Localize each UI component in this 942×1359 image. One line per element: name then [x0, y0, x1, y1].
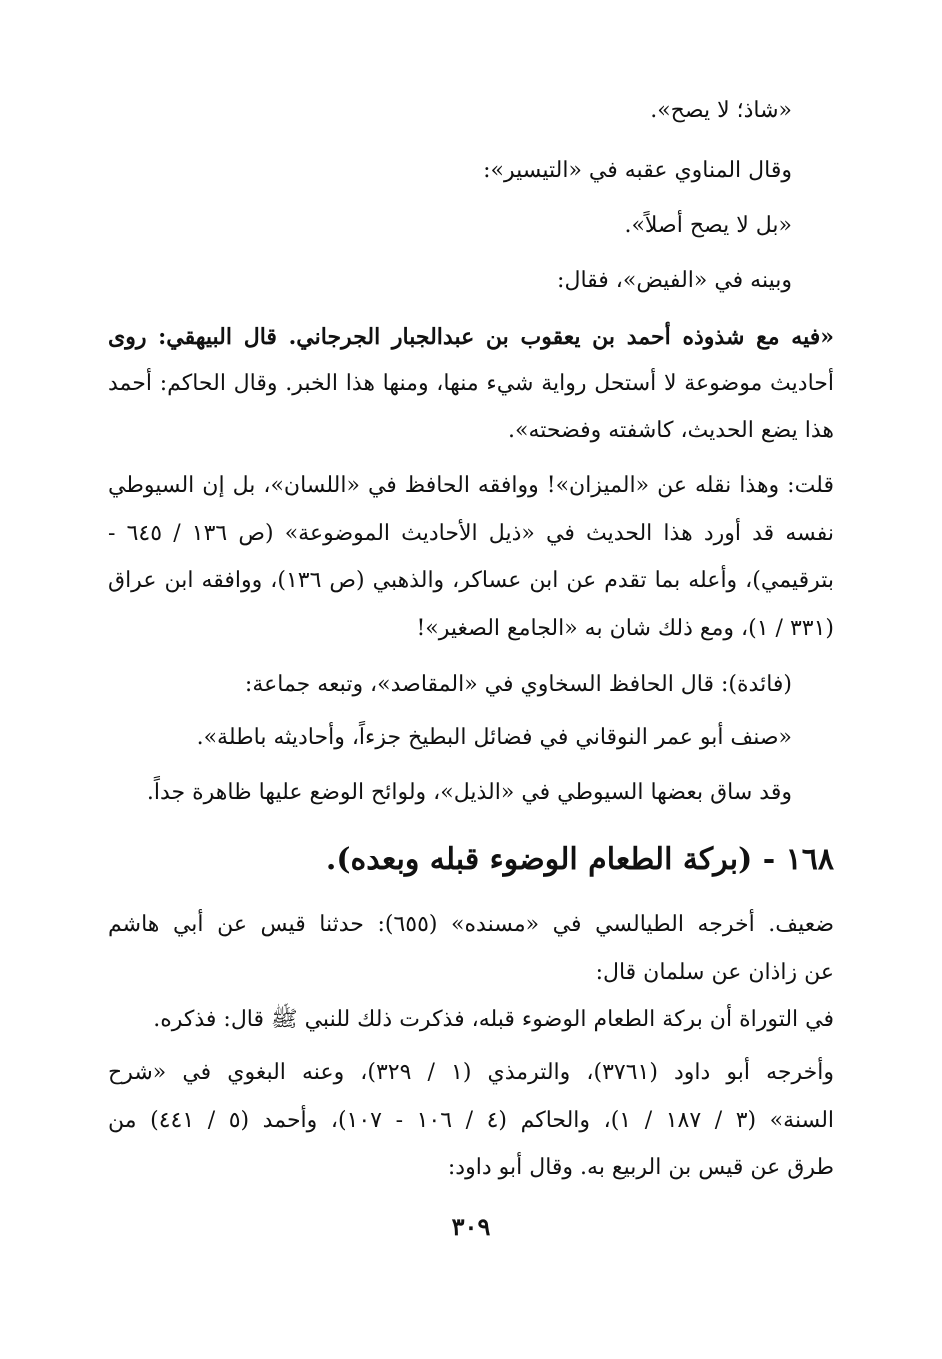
text-line: السنة» (٣ / ١٨٧ / ١)، والحاكم (٤ / ١٠٦ - ١٠٧)، وأحمد (٥ / ٤٤١) من [108, 1108, 835, 1133]
text-line: وأخرجه أبو داود (٣٧٦١)، والترمذي (١ / ٣٢٩)، وعنه البغوي في «شرح [108, 1060, 834, 1085]
note-line: «صنف أبو عمر النوقاني في فضائل البطيخ جزءاً، وأحاديثه باطلة». [196, 725, 792, 750]
text-line: طرق عن قيس بن الربيع به. وقال أبو داود: [447, 1155, 834, 1180]
note-line: (فائدة): قال الحافظ السخاوي في «المقاصد»، وتبعه جماعة: [244, 672, 792, 697]
text-line: وقال المناوي عقبه في «التيسير»: [483, 158, 792, 183]
text-line: في التوراة أن بركة الطعام الوضوء قبله، فذكرت ذلك للنبي ﷺ قال: فذكره. [153, 1007, 834, 1032]
quote-line: «فيه مع شذوذه أحمد بن يعقوب بن عبدالجبار الجرجاني. قال البيهقي: روى [108, 324, 834, 350]
text-line: عن زاذان عن سلمان قال: [595, 960, 834, 985]
text-line: «بل لا يصح أصلاً». [624, 213, 792, 238]
text-line: وبينه في «الفيض»، فقال: [557, 268, 792, 293]
text-line: بترقيمي)، وأعله بما تقدم عن ابن عساكر، والذهبي (ص ١٣٦)، ووافقه ابن عراق [108, 568, 834, 593]
text-line: «شاذ؛ لا يصح». [650, 98, 792, 123]
text-line: (٣٣١ / ١)، ومع ذلك شان به «الجامع الصغير»! [416, 616, 834, 641]
text-line: نفسه قد أورد هذا الحديث في «ذيل الأحاديث الموضوعة» (ص ١٣٦ / ٦٤٥ - [108, 521, 835, 546]
quote-line: هذا يضع الحديث، كاشفته وفضحته». [507, 418, 834, 443]
quote-line: أحاديث موضوعة لا أستحل رواية شيء منها، ومنها هذا الخبر. وقال الحاكم: أحمد [108, 371, 834, 396]
text-line: ضعيف. أخرجه الطيالسي في «مسنده» (٦٥٥): حدثنا قيس عن أبي هاشم [108, 912, 835, 937]
hadith-heading: ١٦٨ - (بركة الطعام الوضوء قبله وبعده). [325, 842, 834, 877]
note-line: وقد ساق بعضها السيوطي في «الذيل»، ولوائح الوضع عليها ظاهرة جداً. [146, 780, 792, 805]
page-number: ٣٠٩ [451, 1212, 491, 1241]
text-line: قلت: وهذا نقله عن «الميزان»! ووافقه الحافظ في «اللسان»، بل إن السيوطي [108, 473, 834, 498]
